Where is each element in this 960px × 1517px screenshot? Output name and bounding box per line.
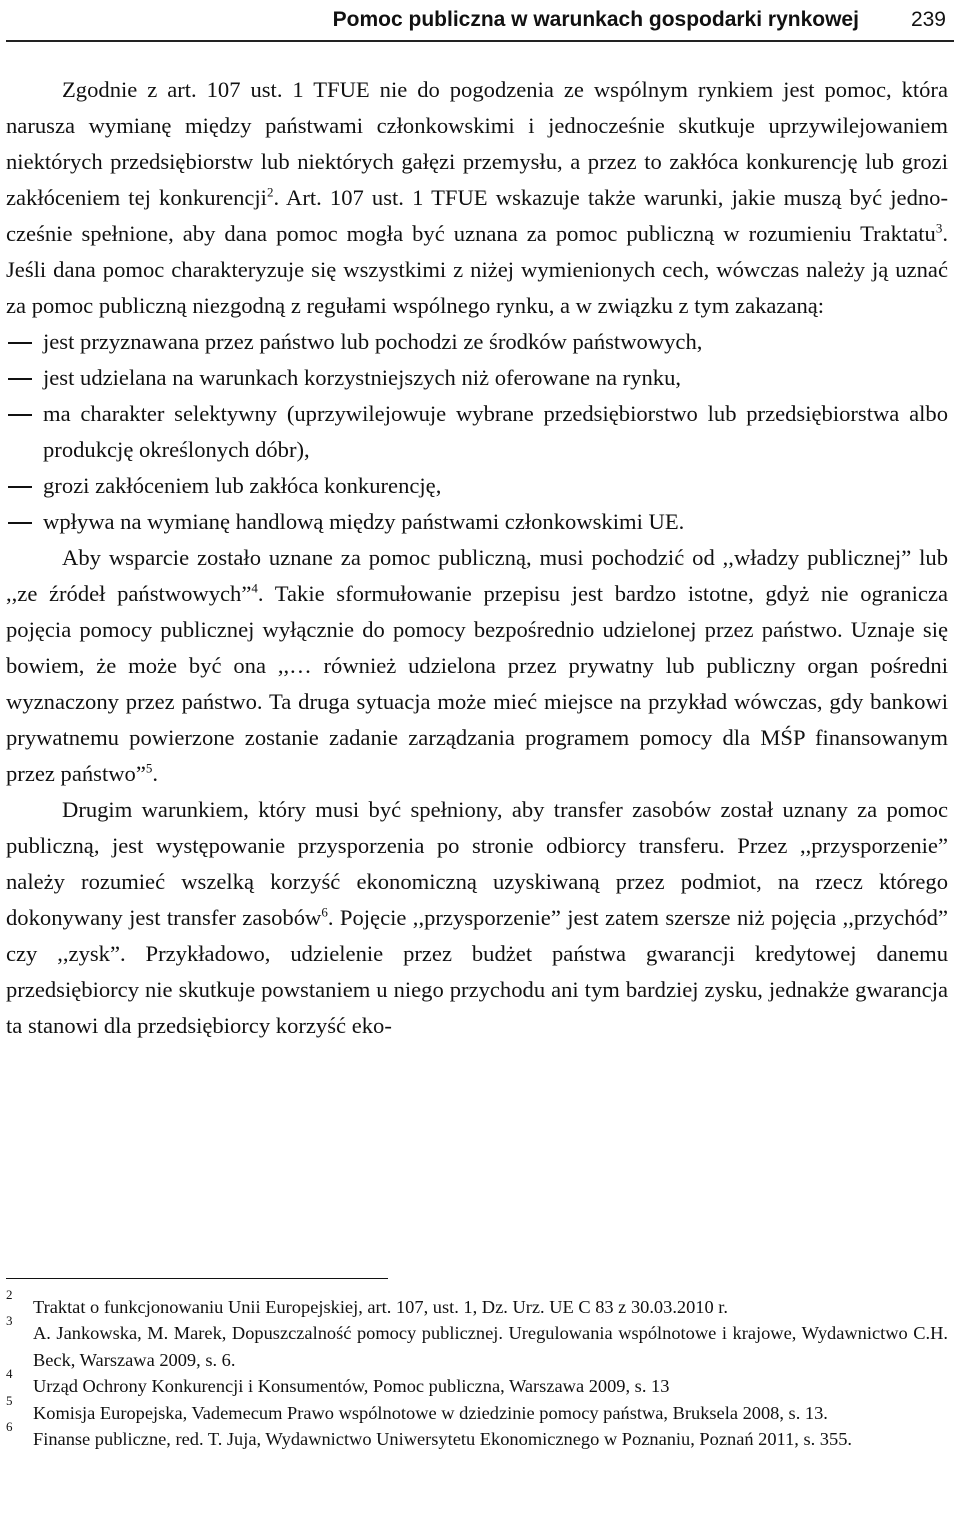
main-text (6, 72, 948, 1044)
paragraph-text: Aby wsparcie zostało uznane za pomoc publiczną, musi pochodzić od ,,władzy publicznej” lub ,,ze źródeł państwowych” (6, 545, 948, 606)
list-item: ma charakter selektywny (uprzywilejowuje wybrane przedsiębiorstwo lub przedsiębiorstwa albo produkcję określonych dóbr), (6, 396, 948, 468)
footnote-separator (6, 1278, 388, 1279)
list-item: jest udzielana na warunkach korzystniejszych niż oferowane na rynku, (6, 360, 948, 396)
footnote-ref[interactable]: 4 (251, 580, 258, 596)
footnote-number: 4 (6, 1366, 13, 1382)
paragraph-text: . Pojęcie ,,przysporzenie” jest zatem szersze niż pojęcia ,,przychód” czy ,,zysk”. Przykładowo, udzielenie przez budżet państwa gwarancji kredytowej danemu przedsiębiorcy nie skutkuje powstaniem u niego przychodu ani tym bardziej zysku, jednakże gwarancja ta stanowi dla przedsiębiorcy korzyść eko- (6, 905, 949, 1038)
running-title: Pomoc publiczna w warunkach gospodarki rynkowej (332, 8, 859, 31)
paragraph-text: . Jeśli dana pomoc charakteryzuje się wszystkimi z niżej wymienionych cech, wówczas należy ją uznać za pomoc publiczną niezgodną z regułami wspólnego rynku, a w związku z tym zakazaną: (6, 221, 948, 318)
paragraph-text: . (152, 761, 159, 786)
paragraph-text: . Takie sformułowanie przepisu jest bardzo istotne, gdyż nie ogranicza pojęcia pomocy publicznej wyłącznie do pomocy bezpośrednio udzielonej przez państwo. Uznaje się bowiem, że może być ona ,,… również udzielona przez prywatny lub publiczny organ pośredni wyznaczony przez państwo. Ta druga sytuacja może mieć miejsce na przykład wówczas, gdy bankowi prywatnemu powierzone zostanie zadanie zarządzania programem pomocy dla MŚP finansowanym przez państwo” (6, 581, 948, 786)
footnote-text: Komisja Europejska, Vademecum Prawo wspólnotowe w dziedzinie pomocy państwa, Bruksela 2008, s. 13. (33, 1402, 828, 1423)
footnote-text: Traktat o funkcjonowaniu Unii Europejskiej, art. 107, ust. 1, Dz. Urz. UE C 83 z 30.03.2010 r. (33, 1297, 728, 1317)
footnote-text: Finanse publiczne, red. T. Juja, Wydawnictwo Uniwersytetu Ekonomicznego w Poznaniu, Poznań 2011, s. 355. (33, 1429, 852, 1450)
footnote-ref[interactable]: 3 (935, 220, 943, 236)
footnotes (6, 1287, 948, 1452)
list-item: jest przyznawana przez państwo lub pochodzi ze środków państwowych, (6, 324, 948, 360)
paragraph (6, 72, 948, 324)
footnote-ref[interactable]: 2 (266, 184, 274, 200)
footnote-ref[interactable]: 6 (321, 904, 328, 920)
footnote-ref[interactable]: 5 (145, 760, 153, 776)
footnote-text: Urząd Ochrony Konkurencji i Konsumentów, Pomoc publiczna, Warszawa 2009, s. 13 (33, 1376, 670, 1397)
footnote (6, 1313, 948, 1373)
paragraph-text: Zgodnie z art. 107 ust. 1 TFUE nie do pogodzenia ze wspólnym rynkiem jest pomoc, która narusza wymianę między państwami członkowskimi i jednocześnie skutkuje uprzywilejowaniem niektórych przedsiębiorstw lub niektórych gałęzi przemysłu, a przez to zakłóca konkurencję lub grozi zakłóceniem tej konkurencji (6, 77, 948, 210)
footnote-number: 5 (6, 1392, 13, 1408)
footnote-number: 6 (6, 1419, 13, 1435)
paragraph (6, 540, 948, 792)
running-header (6, 0, 954, 42)
page-number: 239 (910, 8, 946, 31)
footnote (6, 1392, 948, 1426)
paragraph (6, 792, 948, 1044)
footnote (6, 1419, 948, 1452)
footnote-number: 2 (6, 1287, 13, 1302)
paragraph-text: . Art. 107 ust. 1 TFUE wskazuje także warunki, jakie muszą być jednocześnie spełnione, aby dana pomoc mogła być uznana za pomoc publiczną w rozumieniu Traktatu (6, 185, 948, 246)
list-item: grozi zakłóceniem lub zakłóca konkurencję, (6, 468, 948, 504)
criteria-list (6, 324, 948, 540)
footnote-text: A. Jankowska, M. Marek, Dopuszczalność pomocy publicznej. Uregulowania wspólnotowe i krajowe, Wydawnictwo C.H. Beck, Warszawa 2009, s. 6. (33, 1323, 948, 1370)
footnote-number: 3 (6, 1313, 13, 1329)
footnote (6, 1287, 948, 1320)
footnote (6, 1366, 948, 1399)
list-item: wpływa na wymianę handlową między państwami członkowskimi UE. (6, 504, 948, 540)
paragraph-text: Drugim warunkiem, który musi być spełniony, aby transfer zasobów został uznany za pomoc publiczną, jest występowanie przysporzenia po stronie odbiorcy transferu. Przez ,,przysporzenie” należy rozumieć wszelką korzyść ekonomiczną uzyskiwaną przez podmiot, na rzecz którego dokonywany jest transfer zasobów (6, 797, 948, 930)
